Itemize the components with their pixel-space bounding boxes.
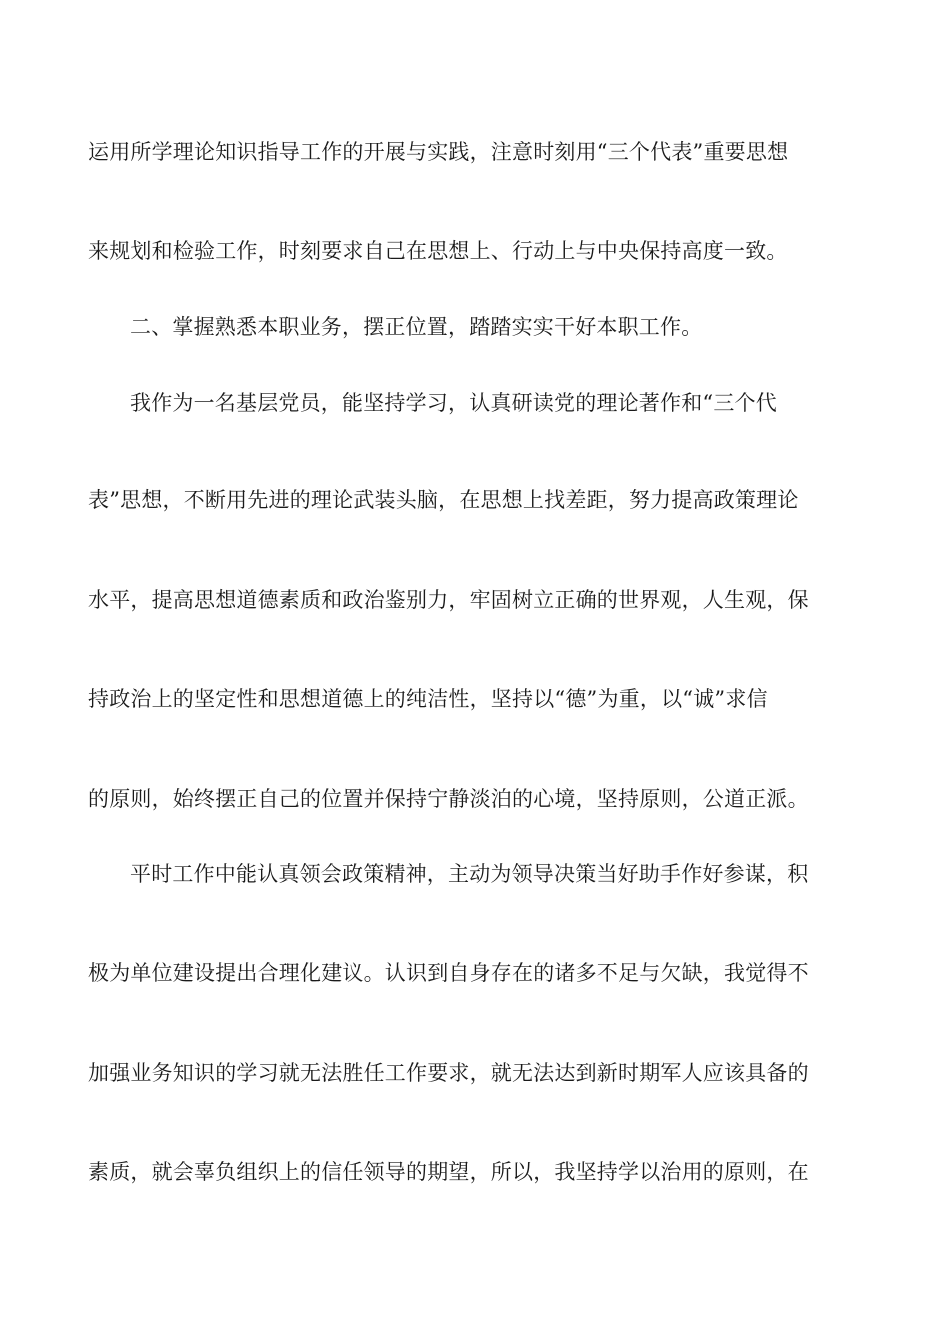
text-line: 我作为一名基层党员，能坚持学习，认真研读党的理论著作和“三个代: [130, 391, 777, 415]
text-line: 极为单位建设提出合理化建议。认识到自身存在的诸多不足与欠缺，我觉得不: [88, 961, 809, 985]
text-line: 的原则，始终摆正自己的位置并保持宁静淡泊的心境，坚持原则，公道正派。: [88, 787, 809, 811]
text-line: 表”思想，不断用先进的理论武装头脑，在思想上找差距，努力提高政策理论: [88, 488, 799, 512]
text-line: 来规划和检验工作，时刻要求自己在思想上、行动上与中央保持高度一致。: [88, 239, 788, 263]
text-line: 素质，就会辜负组织上的信任领导的期望，所以，我坚持学以治用的原则，在: [88, 1160, 809, 1184]
text-line: 加强业务知识的学习就无法胜任工作要求，就无法达到新时期军人应该具备的: [88, 1061, 809, 1085]
text-line: 持政治上的坚定性和思想道德上的纯洁性，坚持以“德”为重，以“诚”求信: [88, 687, 768, 711]
text-line: 水平，提高思想道德素质和政治鉴别力，牢固树立正确的世界观，人生观，保: [88, 588, 809, 612]
section-heading: 二、掌握熟悉本职业务，摆正位置，踏踏实实干好本职工作。: [130, 315, 703, 339]
text-line: 运用所学理论知识指导工作的开展与实践，注意时刻用“三个代表”重要思想: [88, 140, 789, 164]
text-line: 平时工作中能认真领会政策精神，主动为领导决策当好助手作好参谋，积: [130, 862, 809, 886]
